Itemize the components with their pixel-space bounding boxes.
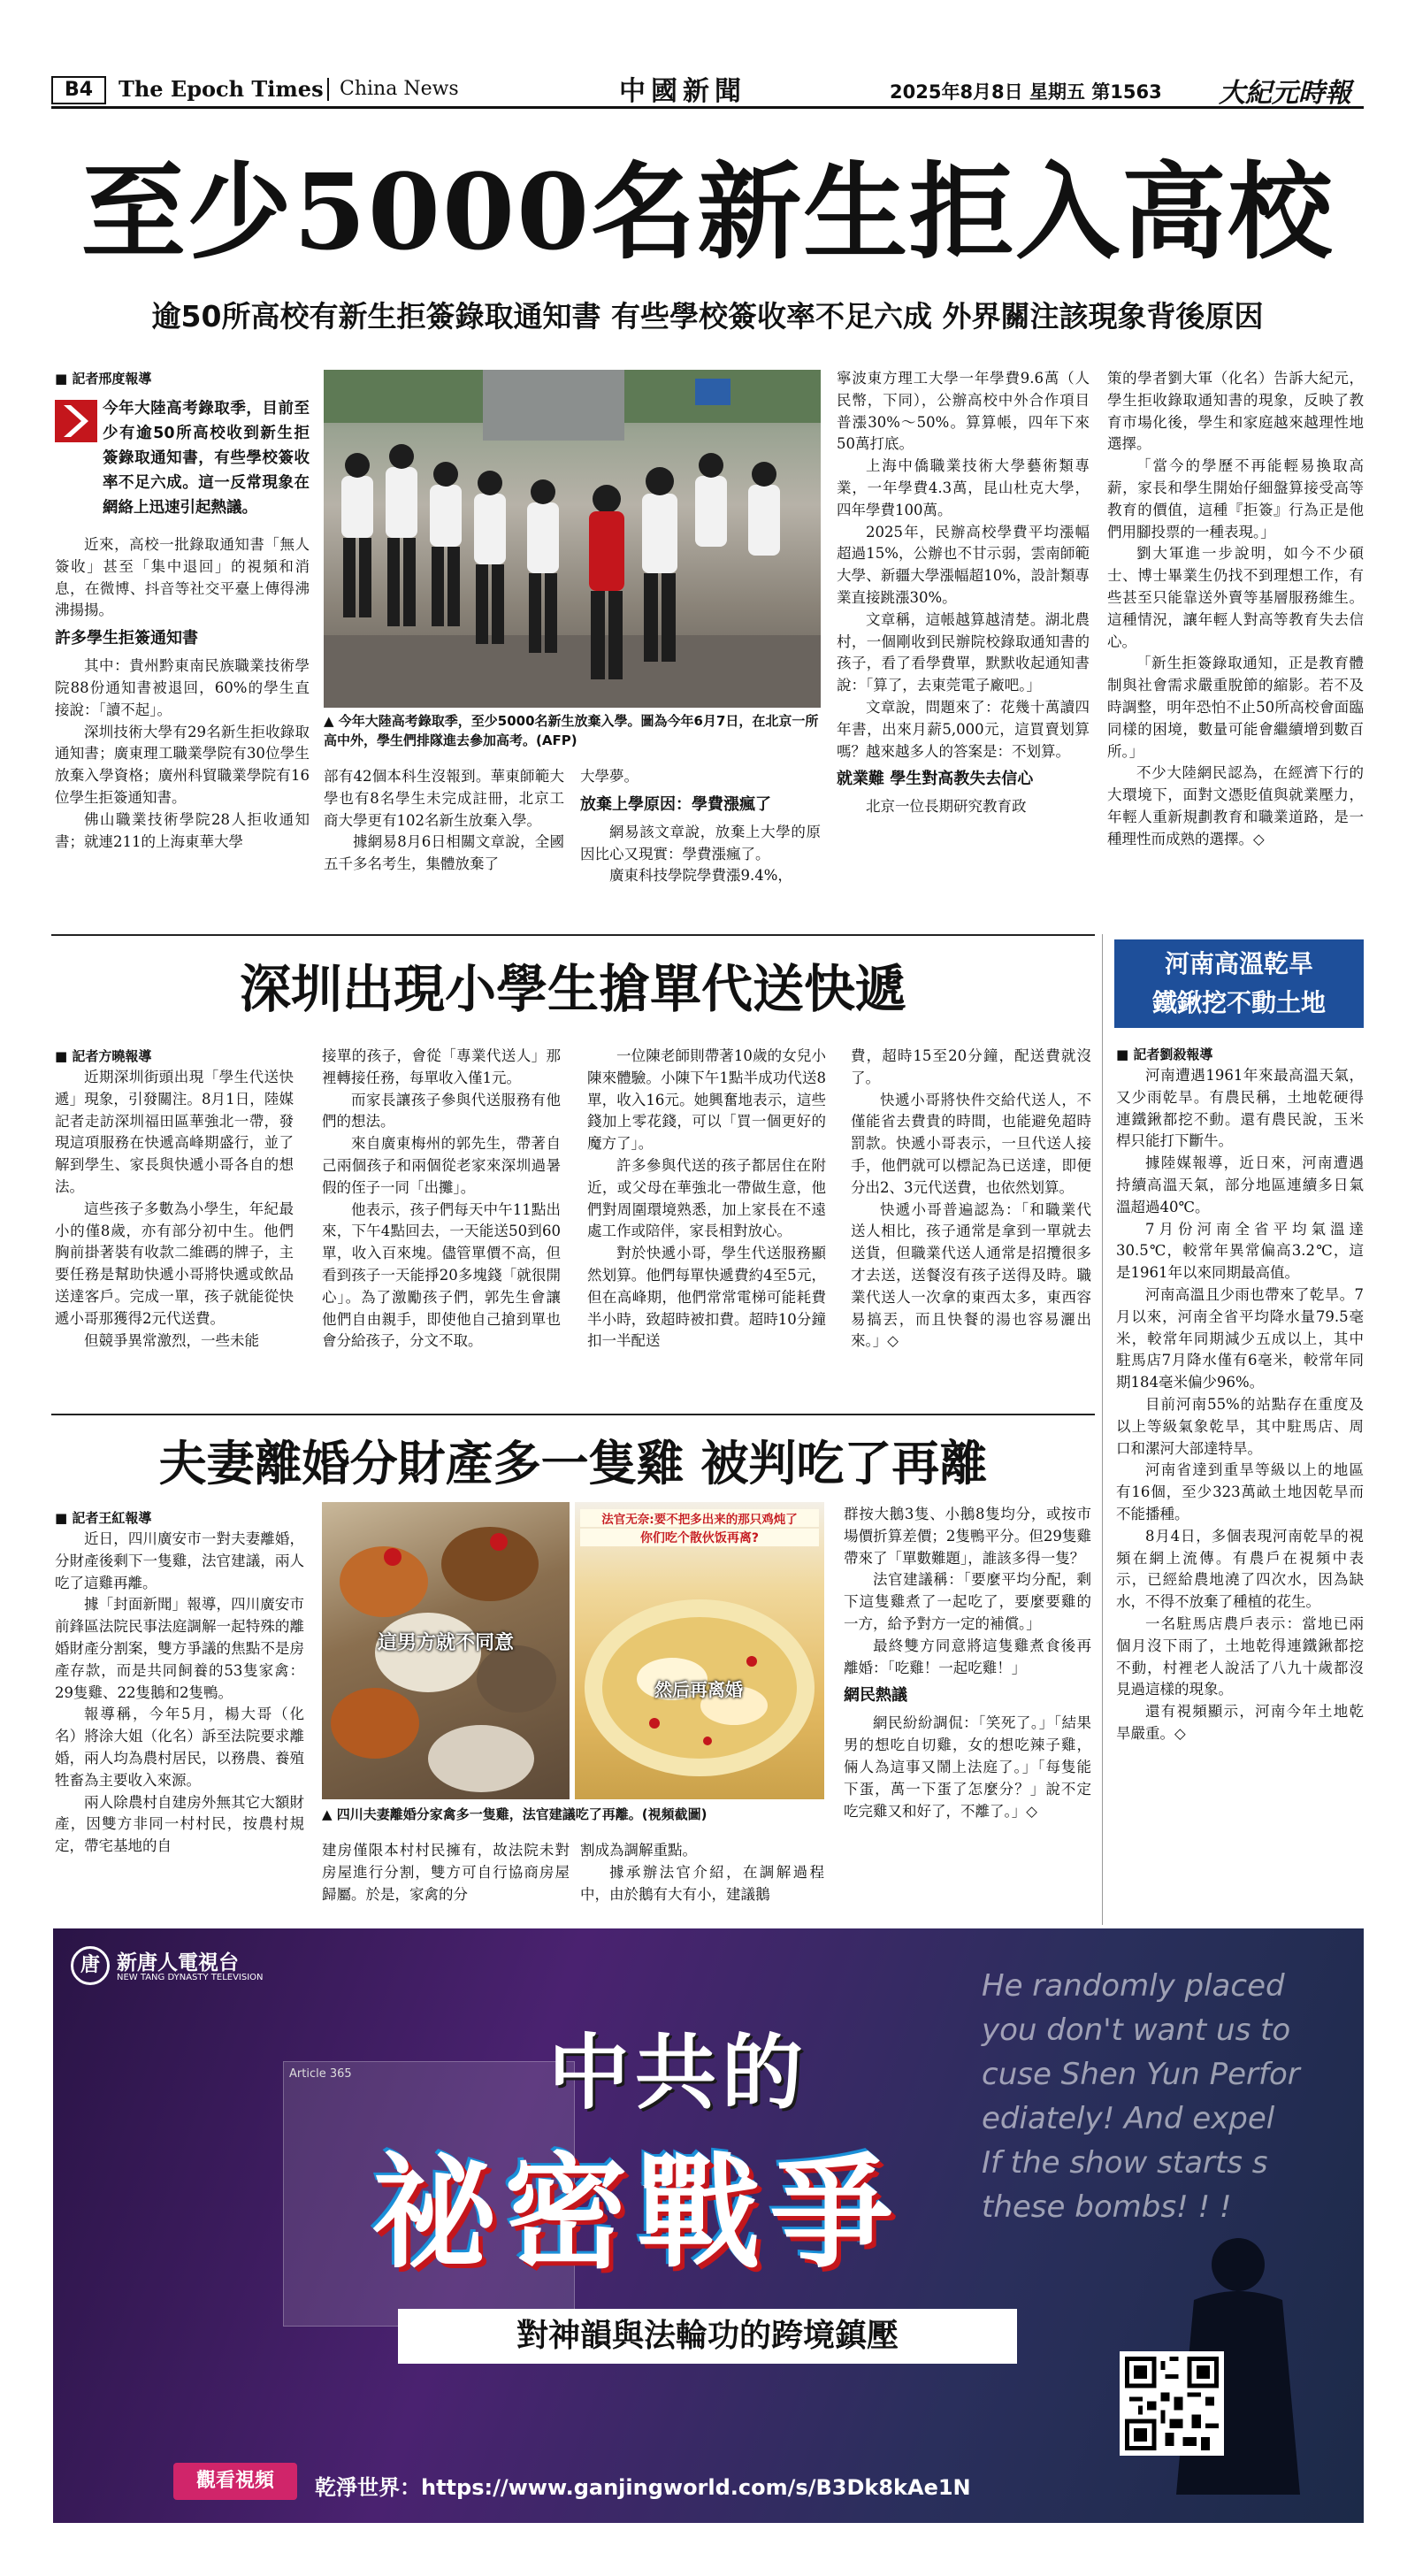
ad-subtitle-bar [398,2309,1017,2364]
paragraph: 2025年，民辦高校學費平均漲幅超過15%，公辦也不甘示弱，雲南師範大學、新疆大學漲幅超10%，設計類專業直接跳漲30%。 [837,523,1090,606]
paragraph: 他表示，孩子們每天中午11點出來，下午4點回去，一天能送50到60單，收入百來塊。儘管單價不高，但看到孩子一天能掙20多塊錢「就很開心」。為了激勵孩子們，郭先生會讓他們自由親手，即使他自己搶到單也會分給孩子，分文不取。 [322,1200,561,1350]
sidebar-title-line1: 河南高溫乾旱 [1164,949,1313,978]
byline: ■ 記者劉殺報導 [1116,1044,1364,1065]
paragraph: 近來，高校一批錄取通知書「無人簽收」甚至「集中退回」的視頻和消息，在微博、抖音等社交平臺上傳得沸沸揚揚。 [55,536,310,619]
sidebar-title-line2: 鐵鍬挖不動土地 [1151,988,1326,1017]
article1-col4 [837,368,1090,925]
paragraph: 近日，四川廣安市一對夫妻離婚，分財產後剩下一隻雞，法官建議，兩人吃了這雞再離。 [55,1530,304,1591]
sidebar-title-box [1114,939,1364,1028]
ntd-logo-icon: 唐 [71,1946,110,1985]
paragraph: 快遞小哥普遍認為：「和職業代送人相比，孩子通常是拿到一單就去送貨，但職業代送人通常是招攬很多才去送，送餐沒有孩子送得及時。職業代送人一次拿的東西太多，東西容易搞丟，而且快餐的湯也容易灑出來。」◇ [851,1200,1091,1350]
paragraph: 上海中僑職業技術大學藝術類專業，一年學費4.3萬，昆山杜克大學，四年學費100萬。 [837,457,1090,518]
subheading: 網民熱議 [844,1686,907,1706]
subheading: 許多學生拒簽通知書 [55,629,198,648]
article1-headline: 至少5000名新生拒入高校 [80,150,1335,273]
article1-col2 [324,766,564,925]
paragraph: 文章說，問題來了：花幾十萬讀四年書，出來月薪5,000元，這買賣划算嗎？越來越多人的答案是：不划算。 [837,698,1090,760]
article1-col5 [1107,368,1364,925]
ntd-logo-en: NEW TANG DYNASTY TELEVISION [117,1973,264,1982]
paragraph: 河南遭遇1961年來最高溫天氣，又少雨乾旱。有農民稱，土地乾硬得連鐵鍬都挖不動。還有農民說，玉米桿只能打下斷牛。 [1116,1067,1364,1150]
sidebar-divider [1102,934,1103,1925]
subheading: 就業難 學生對高教失去信心 [837,770,1034,789]
paragraph: 策的學者劉大軍（化名）告訴大紀元，學生拒收錄取通知書的現象，反映了教育市場化後，學生和家庭越來越理性地選擇。 [1107,370,1364,453]
article3-col3 [580,1840,824,1925]
ad-bg-line: If the show starts s [982,2145,1268,2181]
page-header [51,69,1364,124]
header-divider [327,78,329,101]
paper-name: The Epoch Times [119,76,324,102]
paragraph: 報導稱，今年5月，楊大哥（化名）將涂大姐（化名）訴至法院要求離婚，兩人均為農村居民，以務農、養殖牲畜為主要收入來源。 [55,1706,304,1789]
date-line: 2025年8月8日 星期五 第1563 [890,81,1162,103]
paragraph: 河南省達到重旱等級以上的地區有16個，至少323萬畝土地因乾旱而不能播種。 [1116,1461,1364,1522]
paragraph: 北京一位長期研究教育政 [866,798,1027,816]
section-divider [51,1414,1095,1415]
ad-bg-line: you don't want us to [982,2012,1291,2048]
article3-headline: 夫妻離婚分財產多一隻雞 被判吃了再離 [158,1435,988,1491]
paragraph: 廣東科技學院學費漲9.4%， [609,867,792,885]
paragraph: 深圳技術大學有29名新生拒收錄取通知書；廣東理工職業學院有30位學生放棄入學資格；廣州科貿職業學院有16位學生拒簽通知書。 [55,723,310,806]
article1-photo-caption: ▲ 今年大陸高考錄取季，至少5000名新生放棄入學。圖為今年6月7日，在北京一所高中外，學生們排隊進去參加高考。(AFP) [324,713,819,748]
sidebar-body [1116,1044,1364,1923]
article2-col3 [587,1046,826,1417]
section-cn: 中國新聞 [619,76,746,107]
exam-students-photo [324,370,821,708]
poultry-photo [322,1502,570,1799]
article3-photo-caption: ▲ 四川夫妻離婚分家禽多一隻雞，法官建議吃了再離。(視頻截圖) [322,1806,708,1822]
ad-title-line1: 中共的 [548,2026,809,2120]
paragraph: 文章稱，這帳越算越清楚。湖北農村，一個剛收到民辦院校錄取通知書的孩子，看了看學費單，默默收起通知書說：「算了，去東莞電子廠吧。」 [837,610,1090,694]
paragraph: 「當今的學歷不再能輕易換取高薪，家長和學生開始仔細盤算接受高等教育的價值，這種『拒簽』行為正是他們用腳投票的一種表現。」 [1107,457,1364,540]
photo-title-bottom: 你们吃个散伙饭再离? [580,1529,819,1546]
subheading: 放棄上學原因：學費漲瘋了 [580,794,771,814]
watch-video-button[interactable] [173,2463,297,2500]
photo-title-top: 法官无奈:要不把多出来的那只鸡炖了 [580,1509,819,1527]
paragraph: 一位陳老師則帶著10歲的女兒小陳來體驗。小陳下午1點半成功代送8單，收入16元。她興奮地表示，這些錢加上零花錢，可以「買一個更好的魔方了」。 [587,1047,826,1153]
paragraph: 大學夢。 [580,768,639,785]
paragraph: 據承辦法官介紹，在調解過程中，由於鵝有大有小，建議鵝 [580,1863,824,1903]
paragraph: 其中：貴州黔東南民族職業技術學院88份通知書被退回，60%的學生直接說：「讀不起」。 [55,657,310,718]
paragraph: 兩人除農村自建房外無其它大額財產，因雙方非同一村村民，按農村規定，帶宅基地的自 [55,1793,304,1855]
paragraph: 部有42個本科生沒報到。華東師範大學也有8名學生未完成註冊，北京工商大學更有102名新生放棄入學。 [324,768,564,829]
paragraph: 法官建議稱：「要麼平均分配，剩下這隻雞煮了一起吃了，要麼要雞的一方，給予對方一定的補償。」 [844,1571,1091,1632]
paragraph: 8月4日，多個表現河南乾旱的視頻在網上流傳。有農戶在視頻中表示，已經給農地澆了四次水，因為缺水，不得不放棄了種植的花生。 [1116,1527,1364,1611]
paragraph: 接單的孩子，會從「專業代送人」那裡轉接任務，每單收入僅1元。 [322,1047,561,1086]
paragraph: 割成為調解重點。 [580,1842,697,1859]
chevron-icon [55,400,97,442]
ad-bg-text [982,1964,1364,2229]
paragraph: 對於快遞小哥，學生代送服務顯然划算。他們每單快遞費約4至5元，但在高峰期，他們常常電梯可能耗費半小時，致超時被扣費。超時10分鐘扣一半配送 [587,1245,826,1350]
byline: ■ 記者方曉報導 [55,1046,294,1067]
paper-name-cn: 大紀元時報 [1219,78,1351,109]
paragraph: 而家長讓孩子參與代送服務有他們的想法。 [322,1091,561,1131]
paragraph: 來自廣東梅州的郭先生，帶著自己兩個孩子和兩個從老家來深圳過暑假的侄子一同「出攤」。 [322,1135,561,1196]
paragraph: 快遞小哥將快件交給代送人，不僅能省去費貴的時間，也能避免超時罰款。快遞小哥表示，一旦代送人接手，他們就可以標記為已送達，即便分出2、3元代送費，也依然划算。 [851,1091,1091,1196]
ad-bg-line: ediately! And expel [982,2101,1275,2136]
ad-bg-panel-header: Article 365 [289,2067,352,2081]
photo-overlay-text: 這男方就不同意 [377,1632,514,1654]
ad-bg-line: He randomly placed [982,1968,1285,2004]
article1-col1 [55,368,310,925]
paragraph: 近期深圳街頭出現「學生代送快遞」現象，引發關注。8月1日，陸媒記者走訪深圳福田區華強北一帶，發現這項服務在快遞高峰期盛行，並了解到學生、家長與快遞小哥各自的想法。 [55,1069,294,1195]
paragraph: 不少大陸網民認為，在經濟下行的大環境下，面對文憑貶值與就業壓力，年輕人重新規劃教育和職業道路，是一種理性而成熟的選擇。◇ [1107,764,1364,847]
article3-col4 [844,1504,1091,1925]
qr-code[interactable] [1120,2351,1224,2456]
paragraph: 劉大軍進一步說明，如今不少碩士、博士畢業生仍找不到理想工作，有些甚至只能靠送外賣等基層服務維生。這種情況，讓年輕人對高等教育失去信心。 [1107,545,1364,650]
ad-bg-line: cuse Shen Yun Perfor [982,2057,1300,2092]
article3-col2 [322,1840,570,1925]
ad-title-line2: 祕密戰爭 [371,2142,903,2286]
chicken-soup-photo [575,1502,824,1799]
paragraph: 7月份河南全省平均氣溫達30.5℃，較常年異常偏高3.2℃，這是1961年以來同期最高值。 [1116,1220,1364,1282]
paragraph: 據「封面新聞」報導，四川廣安市前鋒區法院民事法庭調解一起特殊的離婚財產分割案，雙方爭議的焦點不是房產存款，而是共同飼養的53隻家禽：29隻雞、22隻鵝和2隻鴨。 [55,1596,304,1701]
ntd-advertisement[interactable] [53,1928,1364,2523]
paragraph: 河南高溫且少雨也帶來了乾旱。7月以來，河南全省平均降水量79.5毫米，較常年同期減少五成以上，其中駐馬店7月降水僅有6毫米，較常年同期184毫米偏少96%。 [1116,1285,1364,1392]
paragraph: 寧波東方理工大學一年學費9.6萬（人民幣，下同），公辦高校中外合作項目普漲30%～50%。算算帳，四年下來50萬打底。 [837,370,1090,453]
byline: ■ 記者邢度報導 [55,368,310,389]
paragraph: 建房僅限本村村民擁有，故法院未對房屋進行分割，雙方可自行協商房屋歸屬。於是，家禽的分 [322,1842,570,1903]
ad-bg-line: these bombs! ! ! [982,2189,1232,2225]
paragraph: 「新生拒簽錄取通知，正是教育體制與社會需求嚴重脫節的縮影。若不及時調整，明年恐怕不止50所高校會面臨同樣的困境，數量可能會繼續增到數百所。」 [1107,655,1364,760]
paragraph: 許多參與代送的孩子都居住在附近，或父母在華強北一帶做生意，他們對周圍環境熟悉，加上家長在不遠處工作或陪伴，家長相對放心。 [587,1156,826,1240]
lead: 今年大陸高考錄取季，目前至少有逾50所高校收到新生拒簽錄取通知書，有些學校簽收率不足六成。這一反常現象在網絡上迅速引起熱議。 [55,396,310,520]
paragraph: 目前河南55%的站點存在重度及以上等級氣象乾旱，其中駐馬店、周口和漯河大部達特旱。 [1116,1395,1364,1457]
paragraph: 一名駐馬店農戶表示：當地已兩個月沒下雨了，土地乾得連鐵鍬都挖不動，村裡老人說活了八九十歲都沒見過這樣的現象。 [1116,1614,1364,1698]
page-number: B4 [51,76,106,104]
paragraph: 費，超時15至20分鐘，配送費就沒了。 [851,1047,1091,1086]
paragraph: 但競爭異常激烈，一些未能 [84,1331,259,1349]
paragraph: 最終雙方同意將這隻雞煮食後再離婚：「吃雞！一起吃雞！」 [844,1637,1091,1676]
byline: ■ 記者王紅報導 [55,1507,304,1529]
ad-url-link[interactable]: 乾淨世界：https://www.ganjingworld.com/s/B3Dk8kAe1N [315,2475,971,2500]
paragraph: 網民紛紛調侃：「笑死了。」「結果男的想吃自切雞，女的想吃辣子雞，倆人為這事又鬧上法庭了。」「每隻能下蛋，萬一下蛋了怎麼分？」說不定吃完雞又和好了，不離了。」◇ [844,1714,1091,1820]
photo-overlay-text: 然后再离婚 [654,1679,743,1700]
section-divider [51,934,1095,936]
paragraph: 網易該文章說，放棄上大學的原因比心又現實：學費漲瘋了。 [580,823,821,862]
paragraph: 據網易8月6日相關文章說，全國五千多名考生，集體放棄了 [324,833,564,873]
watch-video-label: 觀看視頻 [195,2470,274,2492]
paragraph: 據陸媒報導，近日來，河南遭遇持續高溫天氣，部分地區連續多日氣溫超過40℃。 [1116,1154,1364,1215]
paragraph: 這些孩子多數為小學生，年紀最小的僅8歲，亦有部分初中生。他們胸前掛著裝有收款二維碼的牌子，主要任務是幫助快遞小哥將快遞或飲品送達客戶。完成一單，孩子就能從快遞小哥那獲得2元代送費。 [55,1200,294,1327]
ntd-logo-text: 新唐人電視台 [117,1951,239,1974]
article2-col4 [851,1046,1091,1417]
paragraph: 群按大鵝3隻、小鵝8隻均分，或按市場價折算差價；2隻鴨平分。但29隻雞帶來了「單數難題」，誰該多得一隻？ [844,1506,1091,1567]
article2-col1 [55,1046,294,1417]
article3-col1 [55,1507,304,1923]
paragraph: 佛山職業技術學院28人拒收通知書；就連211的上海東華大學 [55,810,310,850]
ad-subtitle: 對神韻與法輪功的跨境鎮壓 [516,2318,899,2354]
paragraph: 還有視頻顯示，河南今年土地乾旱嚴重。◇ [1116,1703,1364,1742]
article1-subhead: 逾50所高校有新生拒簽錄取通知書 有些學校簽收率不足六成 外界關注該現象背後原因 [151,299,1264,334]
article2-col2 [322,1046,561,1417]
article2-headline: 深圳出現小學生搶單代送快遞 [239,959,906,1019]
article1-col3 [580,766,821,925]
section-en: China News [340,78,459,100]
